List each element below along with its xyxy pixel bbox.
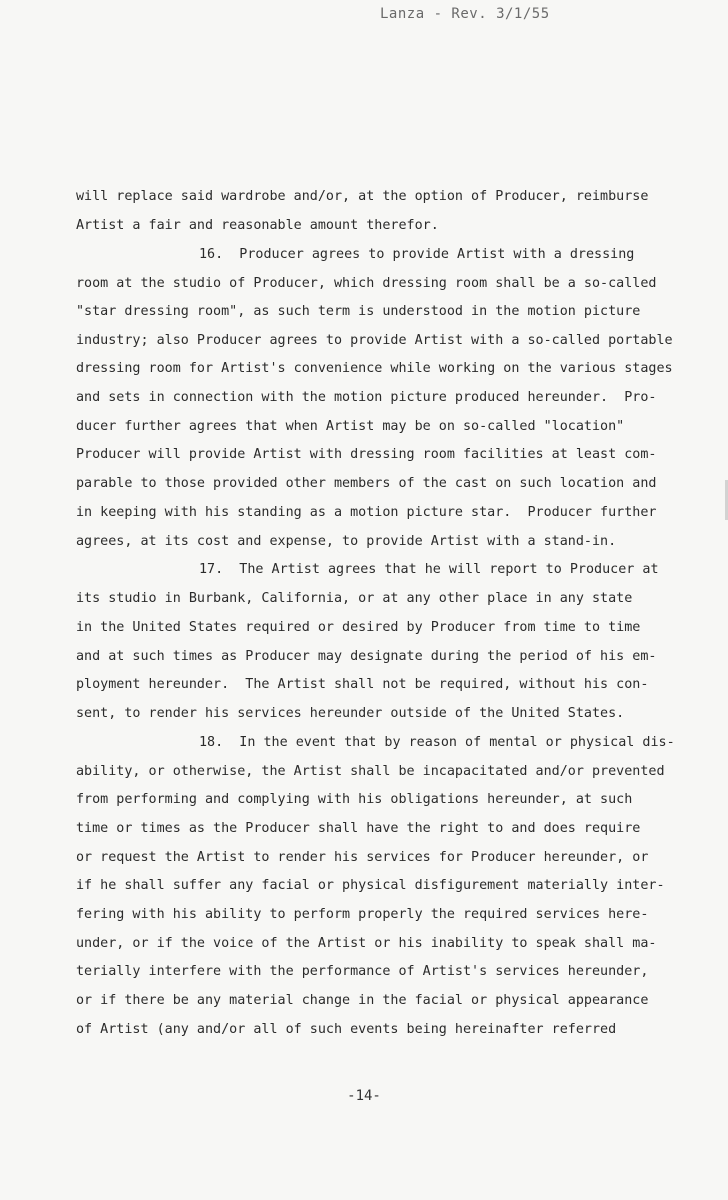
text-line: if he shall suffer any facial or physical disfigurement materially inter-	[76, 878, 665, 893]
text-line: under, or if the voice of the Artist or his inability to speak shall ma-	[76, 936, 657, 951]
text-line: or request the Artist to render his services for Producer hereunder, or	[76, 850, 649, 865]
text-line: its studio in Burbank, California, or at any other place in any state	[76, 591, 633, 606]
text-line: time or times as the Producer shall have the right to and does require	[76, 821, 641, 836]
text-line: parable to those provided other members of the cast on such location and	[76, 476, 657, 491]
text-line: of Artist (any and/or all of such events being hereinafter referred	[76, 1022, 617, 1037]
text-line: terially interfere with the performance of Artist's services hereunder,	[76, 964, 649, 979]
text-line: Producer will provide Artist with dressing room facilities at least com-	[76, 447, 657, 462]
text-line: Artist a fair and reasonable amount therefor.	[76, 218, 439, 233]
text-line: room at the studio of Producer, which dressing room shall be a so-called	[76, 276, 657, 291]
text-line: in the United States required or desired by Producer from time to time	[76, 620, 641, 635]
text-line: fering with his ability to perform properly the required services here-	[76, 907, 649, 922]
page-number: -14-	[347, 1088, 381, 1104]
text-line: or if there be any material change in the facial or physical appearance	[76, 993, 649, 1008]
text-line: "star dressing room", as such term is understood in the motion picture	[76, 304, 641, 319]
text-line: ployment hereunder. The Artist shall not be required, without his con-	[76, 677, 649, 692]
paragraph-16-start: 16. Producer agrees to provide Artist with a dressing	[199, 247, 635, 262]
text-line: from performing and complying with his obligations hereunder, at such	[76, 792, 633, 807]
text-line: ducer further agrees that when Artist may be on so-called "location"	[76, 419, 625, 434]
paragraph-18-start: 18. In the event that by reason of mental or physical dis-	[199, 735, 675, 750]
text-line: and at such times as Producer may designate during the period of his em-	[76, 649, 657, 664]
paragraph-17-start: 17. The Artist agrees that he will report to Producer at	[199, 562, 659, 577]
page-header: Lanza - Rev. 3/1/55	[380, 6, 550, 22]
text-line: in keeping with his standing as a motion picture star. Producer further	[76, 505, 657, 520]
text-line: industry; also Producer agrees to provide Artist with a so-called portable	[76, 333, 673, 348]
text-line: ability, or otherwise, the Artist shall be incapacitated and/or prevented	[76, 764, 665, 779]
text-line: dressing room for Artist's convenience while working on the various stages	[76, 361, 673, 376]
text-line: sent, to render his services hereunder outside of the United States.	[76, 706, 625, 721]
text-line: agrees, at its cost and expense, to provide Artist with a stand-in.	[76, 534, 617, 549]
text-line: will replace said wardrobe and/or, at the option of Producer, reimburse	[76, 189, 649, 204]
text-line: and sets in connection with the motion picture produced hereunder. Pro-	[76, 390, 657, 405]
